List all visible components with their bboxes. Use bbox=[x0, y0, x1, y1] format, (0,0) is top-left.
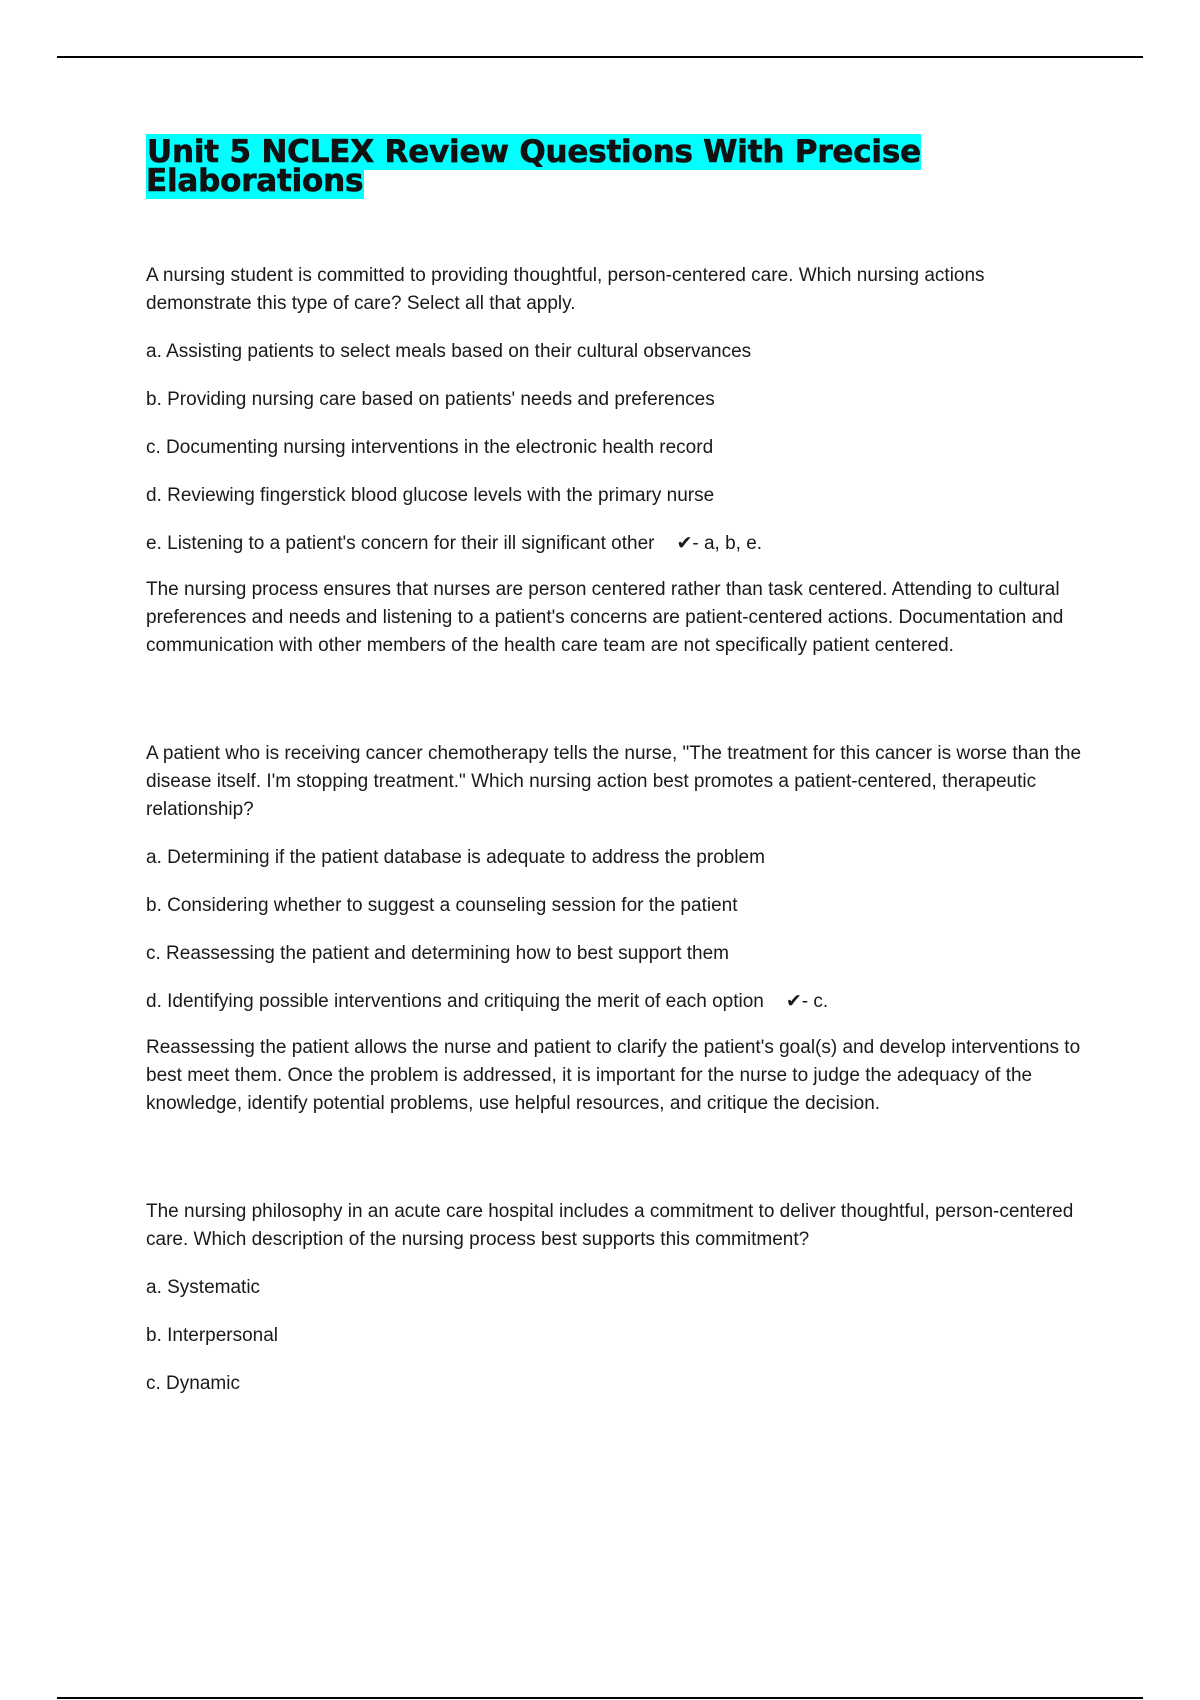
top-rule bbox=[57, 56, 1143, 58]
question-2-option-a: a. Determining if the patient database is adequate to address the problem bbox=[146, 847, 765, 868]
title-highlight: Unit 5 NCLEX Review Questions With Precise Elaborations bbox=[146, 134, 921, 199]
question-1-rationale: The nursing process ensures that nurses are person centered rather than task centered. Attending to cultural preferences and needs and listening to a patient's concerns are patient-centered actions. Documentation and communication with other members of the health care team are not specifically patient centered. bbox=[146, 579, 1064, 656]
question-1-option-e bbox=[146, 530, 1090, 558]
question-1-option-b: b. Providing nursing care based on patients' needs and preferences bbox=[146, 389, 715, 410]
question-1-option-e-text: e. Listening to a patient's concern for their ill significant other bbox=[146, 533, 655, 554]
question-2 bbox=[146, 740, 1090, 1118]
question-2-options bbox=[146, 844, 1090, 1016]
question-1-option-c: c. Documenting nursing interventions in the electronic health record bbox=[146, 437, 714, 458]
question-3-option-b: b. Interpersonal bbox=[146, 1325, 279, 1346]
question-2-answer: ✔- c. bbox=[785, 991, 829, 1012]
question-1-options bbox=[146, 338, 1090, 558]
question-3-options bbox=[146, 1274, 1090, 1398]
question-2-rationale: Reassessing the patient allows the nurse and patient to clarify the patient's goal(s) and develop interventions to best meet them. Once the problem is addressed, it is important for the nurse to judge the adequacy of the knowledge, identify potential problems, use helpful resources, and critique the decision. bbox=[146, 1037, 1081, 1114]
document-body bbox=[146, 134, 1090, 1398]
question-1 bbox=[146, 262, 1090, 660]
question-3-option-c: c. Dynamic bbox=[146, 1373, 240, 1394]
question-2-stem: A patient who is receiving cancer chemotherapy tells the nurse, "The treatment for this cancer is worse than the disease itself. I'm stopping treatment." Which nursing action best promotes a patient-centered, therapeutic relationship? bbox=[146, 743, 1082, 820]
question-3-stem: The nursing philosophy in an acute care hospital includes a commitment to deliver thoughtful, person-centered care. Which description of the nursing process best supports this commitment? bbox=[146, 1201, 1074, 1250]
question-1-answer: ✔- a, b, e. bbox=[676, 533, 763, 554]
question-3-option-a: a. Systematic bbox=[146, 1277, 261, 1298]
bottom-rule bbox=[57, 1697, 1143, 1699]
question-1-stem: A nursing student is committed to providing thoughtful, person-centered care. Which nursing actions demonstrate this type of care? Select all that apply. bbox=[146, 265, 985, 314]
question-1-option-a: a. Assisting patients to select meals based on their cultural observances bbox=[146, 341, 752, 362]
question-2-option-d bbox=[146, 988, 1090, 1016]
question-3 bbox=[146, 1198, 1090, 1398]
question-1-option-d: d. Reviewing fingerstick blood glucose levels with the primary nurse bbox=[146, 485, 715, 506]
question-2-option-d-text: d. Identifying possible interventions and critiquing the merit of each option bbox=[146, 991, 764, 1012]
document-title bbox=[146, 134, 1090, 199]
question-2-option-c: c. Reassessing the patient and determining how to best support them bbox=[146, 943, 730, 964]
question-2-option-b: b. Considering whether to suggest a counseling session for the patient bbox=[146, 895, 738, 916]
